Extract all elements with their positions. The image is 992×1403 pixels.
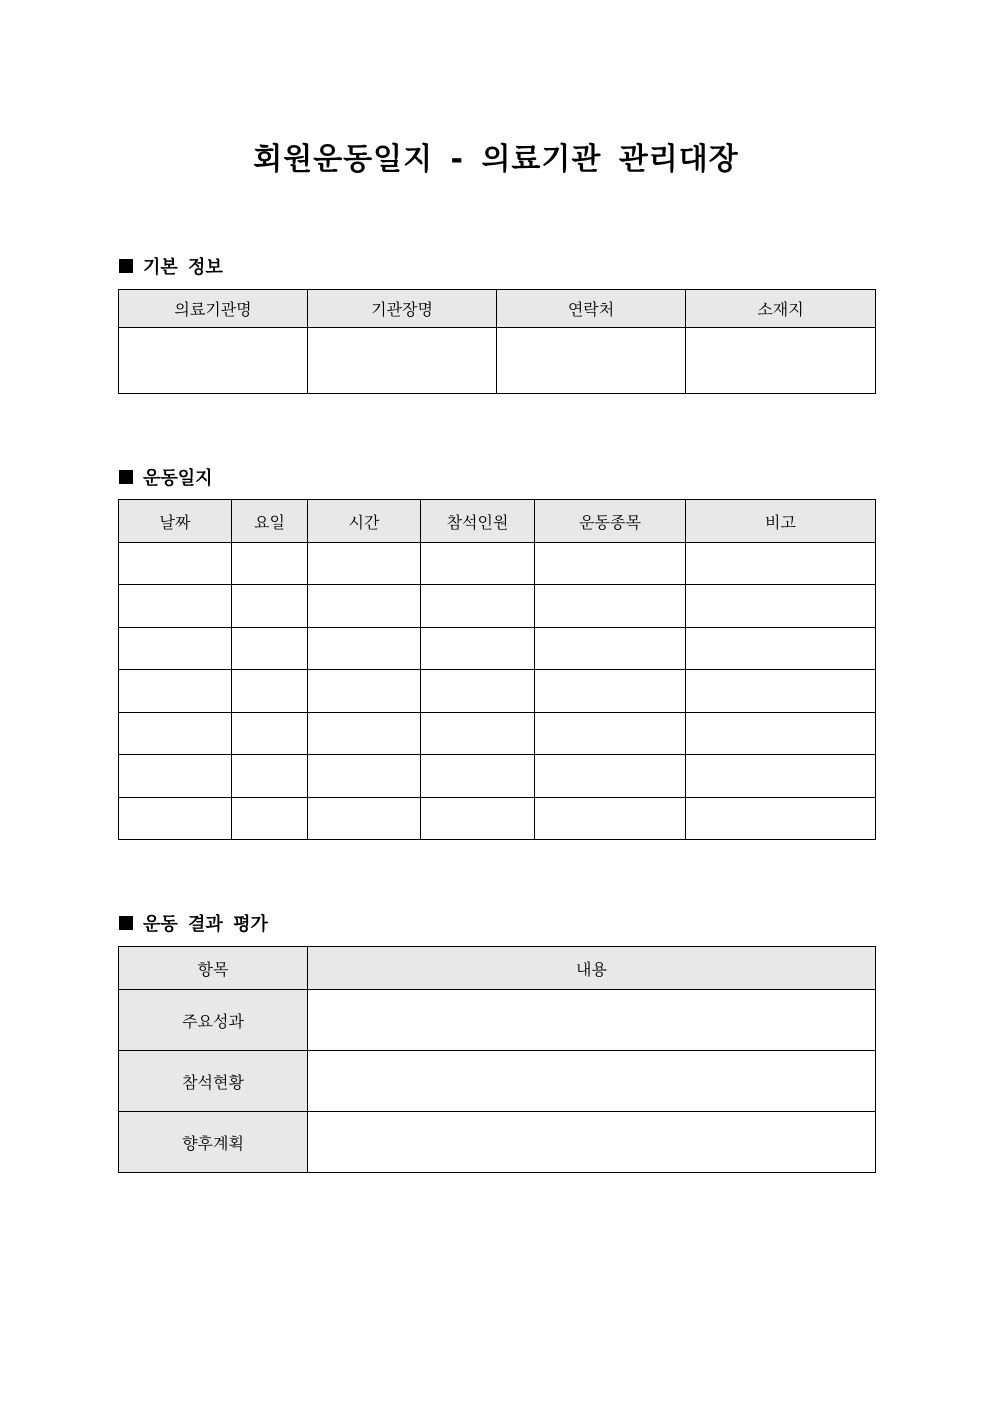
table-cell[interactable] <box>308 755 421 798</box>
row-label: 주요성과 <box>119 990 308 1051</box>
table-header-row <box>119 947 876 990</box>
table-cell[interactable] <box>232 798 308 840</box>
table-cell[interactable] <box>686 755 876 798</box>
table-row <box>119 670 876 713</box>
table-cell[interactable] <box>308 585 421 628</box>
column-header: 비고 <box>686 500 876 543</box>
table-row <box>119 798 876 840</box>
table-cell[interactable] <box>232 585 308 628</box>
table-cell[interactable] <box>535 628 686 670</box>
column-header: 날짜 <box>119 500 232 543</box>
column-header: 연락처 <box>497 290 686 328</box>
square-bullet-icon <box>119 916 133 930</box>
column-header: 운동종목 <box>535 500 686 543</box>
basic-info-table <box>118 289 876 394</box>
table-cell[interactable] <box>119 543 232 585</box>
square-bullet-icon <box>119 259 133 273</box>
table-cell[interactable] <box>119 628 232 670</box>
row-label: 향후계획 <box>119 1112 308 1173</box>
section-heading-log-label: 운동일지 <box>143 468 213 489</box>
table-cell[interactable] <box>535 713 686 755</box>
table-cell[interactable] <box>308 713 421 755</box>
table-cell[interactable] <box>232 628 308 670</box>
column-header: 내용 <box>308 947 876 990</box>
table-cell[interactable] <box>686 585 876 628</box>
content-cell[interactable] <box>308 1051 876 1112</box>
table-cell[interactable] <box>232 543 308 585</box>
table-cell[interactable] <box>232 713 308 755</box>
section-heading-evaluation-label: 운동 결과 평가 <box>143 914 268 935</box>
table-cell[interactable] <box>535 543 686 585</box>
table-cell[interactable] <box>232 755 308 798</box>
director-name-cell[interactable] <box>308 328 497 394</box>
column-header: 소재지 <box>686 290 876 328</box>
exercise-log-table <box>118 499 876 840</box>
table-cell[interactable] <box>686 713 876 755</box>
table-row <box>119 543 876 585</box>
table-row <box>119 1112 876 1173</box>
row-label: 참석현황 <box>119 1051 308 1112</box>
table-cell[interactable] <box>308 543 421 585</box>
location-cell[interactable] <box>686 328 876 394</box>
institution-name-cell[interactable] <box>119 328 308 394</box>
table-cell[interactable] <box>421 543 535 585</box>
table-cell[interactable] <box>686 628 876 670</box>
table-row <box>119 713 876 755</box>
content-cell[interactable] <box>308 1112 876 1173</box>
table-header-row <box>119 290 876 328</box>
column-header: 시간 <box>308 500 421 543</box>
table-row <box>119 585 876 628</box>
table-cell[interactable] <box>421 628 535 670</box>
table-cell[interactable] <box>308 798 421 840</box>
column-header: 참석인원 <box>421 500 535 543</box>
table-cell[interactable] <box>535 798 686 840</box>
table-cell[interactable] <box>686 798 876 840</box>
table-header-row <box>119 500 876 543</box>
column-header: 의료기관명 <box>119 290 308 328</box>
table-cell[interactable] <box>421 585 535 628</box>
table-cell[interactable] <box>686 670 876 713</box>
table-cell[interactable] <box>535 670 686 713</box>
table-cell[interactable] <box>119 713 232 755</box>
page-title: 회원운동일지 - 의료기관 관리대장 <box>253 142 739 177</box>
table-cell[interactable] <box>308 670 421 713</box>
table-cell[interactable] <box>119 585 232 628</box>
table-cell[interactable] <box>535 585 686 628</box>
section-heading-basic-label: 기본 정보 <box>143 257 223 278</box>
section-heading-log <box>119 464 213 490</box>
column-header: 기관장명 <box>308 290 497 328</box>
table-cell[interactable] <box>535 755 686 798</box>
table-cell[interactable] <box>421 798 535 840</box>
table-row <box>119 628 876 670</box>
table-cell[interactable] <box>232 670 308 713</box>
table-cell[interactable] <box>119 670 232 713</box>
table-cell[interactable] <box>421 713 535 755</box>
table-cell[interactable] <box>119 755 232 798</box>
table-cell[interactable] <box>308 628 421 670</box>
content-cell[interactable] <box>308 990 876 1051</box>
evaluation-table <box>118 946 876 1173</box>
column-header: 요일 <box>232 500 308 543</box>
section-heading-basic <box>119 253 223 279</box>
table-row <box>119 755 876 798</box>
contact-cell[interactable] <box>497 328 686 394</box>
table-row <box>119 990 876 1051</box>
table-cell[interactable] <box>421 670 535 713</box>
section-heading-evaluation <box>119 910 268 936</box>
column-header: 항목 <box>119 947 308 990</box>
table-row <box>119 1051 876 1112</box>
square-bullet-icon <box>119 470 133 484</box>
table-row <box>119 328 876 394</box>
table-cell[interactable] <box>686 543 876 585</box>
table-cell[interactable] <box>119 798 232 840</box>
table-cell[interactable] <box>421 755 535 798</box>
